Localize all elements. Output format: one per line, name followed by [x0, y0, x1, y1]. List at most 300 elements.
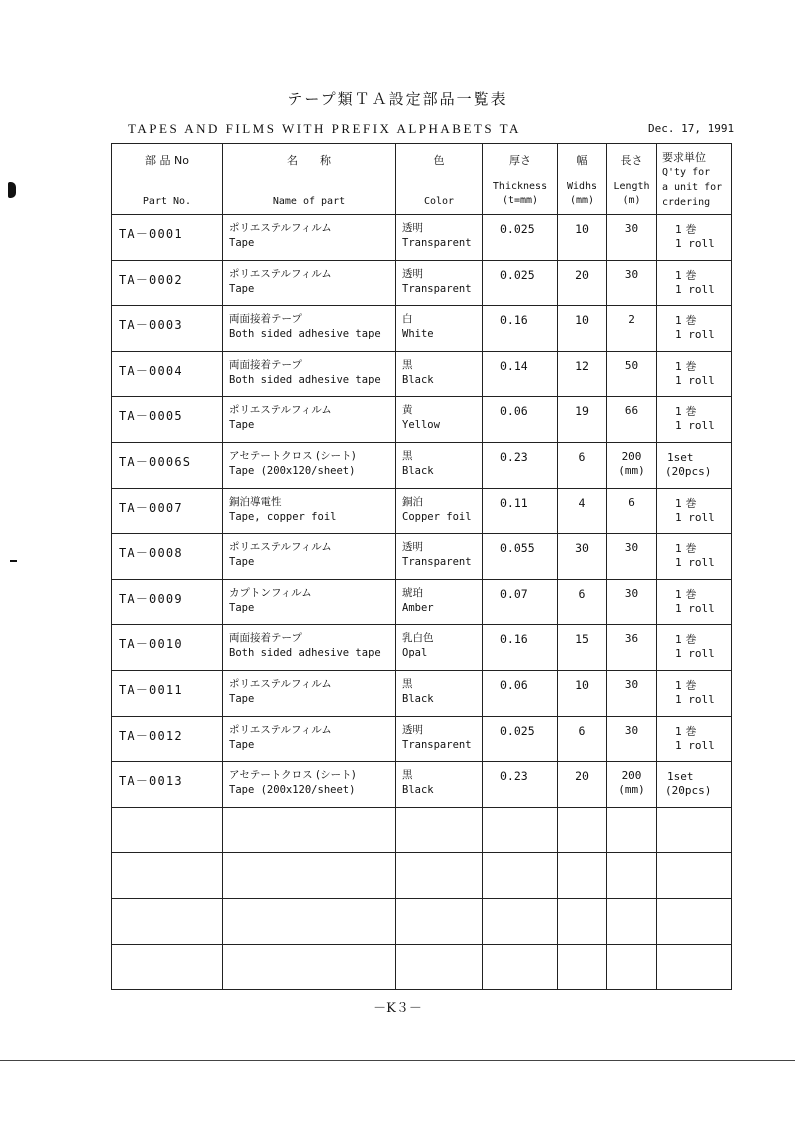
thickness-value: 0.11 [500, 495, 528, 510]
color-jp: 白 [402, 313, 413, 326]
length-value: 50 [624, 358, 639, 372]
part-no: TA－0011 [119, 682, 183, 697]
thickness-cell [483, 260, 558, 306]
qty-cell [657, 625, 732, 671]
name-cell [223, 716, 396, 762]
length-cell [607, 534, 657, 580]
empty-cell [657, 898, 732, 944]
part-no: TA－0007 [119, 500, 183, 515]
length-unit: (mm) [618, 463, 645, 477]
empty-cell [607, 944, 657, 990]
name-en: Tape [229, 556, 255, 569]
qty-cell [657, 260, 732, 306]
width-cell [558, 215, 607, 261]
empty-cell [223, 898, 396, 944]
name-cell [223, 260, 396, 306]
qty-unit: 1set [667, 770, 694, 784]
length-value: 30 [624, 677, 639, 691]
qty-cell [657, 534, 732, 580]
color-jp: 琥珀 [402, 586, 423, 599]
color-cell [396, 716, 483, 762]
name-jp: アセテートクロス (シート) [229, 769, 356, 782]
empty-cell [483, 898, 558, 944]
header-thickness-unit: (t=mm) [501, 195, 539, 206]
table-header-row [112, 144, 732, 215]
qty-unit: 1 巻 [675, 314, 697, 328]
thickness-value: 0.025 [500, 267, 535, 282]
header-qty-en-3: crdering [662, 197, 711, 208]
page-title-en: TAPES AND FILMS WITH PREFIX ALPHABETS TA [128, 121, 521, 136]
width-value: 10 [575, 222, 589, 236]
color-cell [396, 442, 483, 488]
empty-cell [396, 853, 483, 899]
color-jp: 黒 [402, 677, 413, 690]
part-no-cell [112, 442, 223, 488]
length-value: 30 [624, 586, 639, 600]
name-en: Both sided adhesive tape [229, 647, 381, 660]
thickness-value: 0.23 [500, 449, 528, 464]
table-row [112, 670, 732, 716]
empty-cell [112, 807, 223, 853]
name-en: Tape (200x120/sheet) [229, 784, 356, 797]
empty-cell [657, 807, 732, 853]
length-cell [607, 351, 657, 397]
document-date: Dec. 17, 1991 [648, 122, 735, 135]
qty-unit: 1 巻 [675, 587, 697, 601]
color-cell [396, 762, 483, 808]
empty-cell [558, 898, 607, 944]
thickness-cell [483, 351, 558, 397]
length-cell [607, 215, 657, 261]
qty-cell [657, 306, 732, 352]
color-cell [396, 488, 483, 534]
qty-detail: (20pcs) [665, 464, 712, 478]
qty-cell [657, 716, 732, 762]
page-title-jp: テープ類ＴＡ設定部品一覧表 [287, 90, 508, 108]
color-cell [396, 625, 483, 671]
name-en: Tape [229, 237, 255, 249]
name-cell [223, 579, 396, 625]
name-en: Both sided adhesive tape [229, 328, 381, 341]
length-value: 30 [624, 267, 639, 281]
empty-cell [558, 944, 607, 990]
table-row [112, 306, 732, 352]
qty-unit: 1 巻 [675, 496, 697, 510]
header-name-en: Name of part [272, 196, 346, 207]
part-no: TA－0002 [119, 272, 183, 287]
empty-cell [657, 853, 732, 899]
header-length-unit: (m) [622, 195, 641, 206]
empty-cell [396, 944, 483, 990]
part-no-cell [112, 260, 223, 306]
width-cell [558, 716, 607, 762]
part-no-cell [112, 306, 223, 352]
empty-cell [607, 807, 657, 853]
color-jp: 透明 [402, 541, 423, 554]
name-en: Tape [229, 282, 255, 295]
binding-mark [10, 560, 17, 562]
header-part-no [112, 144, 223, 215]
color-cell [396, 306, 483, 352]
length-cell [607, 260, 657, 306]
part-no-cell [112, 215, 223, 261]
color-jp: 黒 [402, 769, 413, 782]
name-jp: 両面接着テープ [229, 358, 302, 371]
length-cell [607, 670, 657, 716]
empty-cell [558, 807, 607, 853]
bottom-rule [0, 1060, 795, 1061]
header-length-jp: 長さ [620, 154, 643, 167]
qty-detail: 1 roll [675, 601, 715, 615]
header-thickness [483, 144, 558, 215]
length-cell [607, 716, 657, 762]
part-no-cell [112, 579, 223, 625]
qty-cell [657, 579, 732, 625]
width-value: 10 [575, 677, 589, 692]
width-value: 6 [578, 449, 586, 464]
name-cell [223, 397, 396, 443]
thickness-value: 0.06 [500, 677, 528, 692]
part-no-cell [112, 762, 223, 808]
header-color-jp: 色 [433, 154, 445, 167]
color-en: Black [402, 373, 434, 386]
width-cell [558, 534, 607, 580]
thickness-cell [483, 716, 558, 762]
width-cell [558, 442, 607, 488]
table-row [112, 762, 732, 808]
color-cell [396, 351, 483, 397]
length-cell [607, 306, 657, 352]
width-cell [558, 670, 607, 716]
part-no-cell [112, 670, 223, 716]
part-no: TA－0008 [119, 546, 183, 561]
name-en: Tape [229, 419, 255, 432]
width-value: 15 [575, 632, 589, 647]
length-cell [607, 488, 657, 534]
part-no: TA－0012 [119, 728, 183, 743]
empty-row [112, 944, 732, 990]
header-length [607, 144, 657, 215]
name-en: Tape, copper foil [229, 510, 337, 523]
length-cell [607, 762, 657, 808]
length-cell [607, 397, 657, 443]
width-value: 12 [575, 358, 589, 373]
table-row [112, 215, 732, 261]
part-no-cell [112, 716, 223, 762]
part-no: TA－0006S [119, 454, 192, 469]
name-jp: 銅泊導電性 [229, 495, 282, 508]
table-row [112, 260, 732, 306]
name-cell [223, 351, 396, 397]
thickness-value: 0.055 [500, 541, 535, 556]
name-cell [223, 670, 396, 716]
color-en: Amber [402, 601, 434, 614]
color-en: Transparent [402, 282, 472, 295]
thickness-cell [483, 625, 558, 671]
length-cell [607, 579, 657, 625]
color-cell [396, 260, 483, 306]
empty-cell [223, 944, 396, 990]
name-cell [223, 442, 396, 488]
table-row [112, 534, 732, 580]
thickness-cell [483, 579, 558, 625]
color-en: Yellow [402, 419, 440, 432]
qty-unit: 1 巻 [675, 268, 697, 282]
thickness-cell [483, 762, 558, 808]
empty-cell [223, 853, 396, 899]
thickness-value: 0.16 [500, 632, 528, 647]
table-row [112, 442, 732, 488]
qty-cell [657, 351, 732, 397]
width-cell [558, 306, 607, 352]
header-name [223, 144, 396, 215]
empty-row [112, 898, 732, 944]
color-cell [396, 397, 483, 443]
name-en: Both sided adhesive tape [229, 373, 381, 386]
empty-cell [657, 944, 732, 990]
header-width [558, 144, 607, 215]
width-value: 20 [575, 267, 589, 282]
color-jp: 透明 [402, 222, 423, 234]
qty-detail: 1 roll [675, 282, 715, 296]
header-thickness-jp: 厚さ [509, 154, 531, 167]
width-value: 19 [575, 404, 589, 419]
width-value: 20 [575, 769, 589, 784]
thickness-cell [483, 488, 558, 534]
header-width-unit: (mm) [569, 195, 595, 206]
name-jp: 両面接着テープ [229, 632, 302, 645]
thickness-cell [483, 670, 558, 716]
empty-cell [396, 898, 483, 944]
color-en: Transparent [402, 237, 472, 249]
qty-detail: 1 roll [675, 738, 715, 752]
qty-cell [657, 762, 732, 808]
color-en: Black [402, 692, 434, 705]
part-no: TA－0004 [119, 363, 183, 378]
table-row [112, 397, 732, 443]
length-value: 36 [624, 632, 639, 646]
qty-detail: 1 roll [675, 237, 715, 250]
name-jp: アセテートクロス (シート) [229, 449, 356, 462]
color-cell [396, 579, 483, 625]
header-qty-en-2: a unit for [662, 182, 723, 193]
empty-cell [483, 853, 558, 899]
page-number: －K３－ [373, 1001, 422, 1016]
color-en: White [402, 328, 434, 341]
name-jp: カプトンフィルム [229, 586, 312, 599]
thickness-cell [483, 534, 558, 580]
length-unit: (mm) [618, 783, 645, 797]
length-value: 66 [624, 404, 639, 418]
color-en: Black [402, 784, 434, 797]
empty-cell [483, 944, 558, 990]
header-thickness-en: Thickness [492, 181, 548, 192]
part-no: TA－0010 [119, 637, 183, 652]
header-color [396, 144, 483, 215]
color-jp: 透明 [402, 267, 423, 280]
thickness-value: 0.07 [500, 586, 528, 601]
name-jp: ポリエステルフィルム [229, 222, 332, 234]
thickness-value: 0.025 [500, 222, 535, 236]
empty-cell [223, 807, 396, 853]
part-no: TA－0009 [119, 591, 183, 606]
length-value: 30 [624, 541, 639, 555]
thickness-value: 0.16 [500, 313, 528, 328]
name-cell [223, 534, 396, 580]
color-en: Transparent [402, 556, 472, 569]
empty-row [112, 853, 732, 899]
qty-detail: 1 roll [675, 510, 715, 524]
empty-cell [607, 898, 657, 944]
header-qty-jp: 要求単位 [662, 151, 706, 164]
qty-detail: 1 roll [675, 419, 715, 433]
empty-cell [112, 944, 223, 990]
empty-cell [112, 898, 223, 944]
qty-detail: 1 roll [675, 647, 715, 661]
name-cell [223, 215, 396, 261]
empty-row [112, 807, 732, 853]
table-row [112, 716, 732, 762]
header-qty-en-1: Q'ty for [662, 167, 711, 178]
width-cell [558, 762, 607, 808]
name-en: Tape [229, 601, 255, 614]
header-width-en: Widhs [566, 181, 598, 192]
parts-table [111, 143, 732, 990]
thickness-cell [483, 397, 558, 443]
width-value: 6 [578, 723, 586, 738]
name-cell [223, 625, 396, 671]
table-row [112, 625, 732, 671]
qty-cell [657, 442, 732, 488]
thickness-value: 0.14 [500, 358, 528, 373]
part-no-cell [112, 351, 223, 397]
color-jp: 乳白色 [402, 632, 434, 645]
header-name-jp: 名 称 [287, 154, 331, 167]
qty-unit: 1 巻 [675, 359, 697, 373]
width-value: 4 [578, 495, 586, 510]
qty-unit: 1set [667, 450, 694, 464]
table-row [112, 351, 732, 397]
length-value: 30 [624, 222, 639, 235]
color-en: Transparent [402, 738, 472, 751]
header-length-en: Length [613, 181, 650, 192]
thickness-cell [483, 306, 558, 352]
qty-detail: 1 roll [675, 692, 715, 706]
name-cell [223, 488, 396, 534]
color-en: Opal [402, 647, 428, 660]
width-cell [558, 625, 607, 671]
length-cell [607, 625, 657, 671]
thickness-value: 0.025 [500, 723, 535, 738]
qty-detail: 1 roll [675, 373, 715, 387]
qty-unit: 1 巻 [675, 678, 697, 692]
part-no-cell [112, 534, 223, 580]
width-value: 10 [575, 313, 589, 328]
qty-cell [657, 215, 732, 261]
table-row [112, 579, 732, 625]
width-cell [558, 488, 607, 534]
empty-cell [396, 807, 483, 853]
name-jp: ポリエステルフィルム [229, 541, 332, 554]
empty-cell [483, 807, 558, 853]
width-cell [558, 351, 607, 397]
part-no: TA－0001 [119, 227, 183, 241]
color-cell [396, 215, 483, 261]
part-no-cell [112, 625, 223, 671]
qty-unit: 1 巻 [675, 405, 697, 419]
part-no-cell [112, 488, 223, 534]
color-jp: 黒 [402, 358, 413, 371]
header-qty [657, 144, 732, 215]
qty-cell [657, 397, 732, 443]
color-jp: 銅泊 [402, 495, 423, 508]
name-jp: ポリエステルフィルム [229, 723, 332, 736]
name-en: Tape [229, 738, 255, 751]
name-jp: 両面接着テープ [229, 313, 302, 326]
width-cell [558, 579, 607, 625]
length-cell [607, 442, 657, 488]
qty-unit: 1 巻 [675, 223, 697, 236]
length-value: 6 [628, 495, 635, 509]
width-value: 30 [575, 541, 589, 556]
color-jp: 透明 [402, 723, 423, 736]
thickness-value: 0.06 [500, 404, 528, 419]
color-jp: 黄 [402, 404, 413, 417]
length-value: 2 [628, 313, 635, 327]
thickness-value: 0.23 [500, 769, 528, 784]
header-width-jp: 幅 [576, 154, 588, 167]
qty-unit: 1 巻 [675, 724, 697, 738]
empty-cell [558, 853, 607, 899]
header-part-no-en: Part No. [142, 196, 192, 207]
table-row [112, 488, 732, 534]
qty-unit: 1 巻 [675, 542, 697, 556]
header-color-en: Color [423, 196, 455, 207]
name-jp: ポリエステルフィルム [229, 267, 332, 280]
qty-cell [657, 488, 732, 534]
thickness-cell [483, 215, 558, 261]
part-no: TA－0013 [119, 774, 183, 789]
color-en: Copper foil [402, 510, 472, 523]
name-en: Tape [229, 692, 255, 705]
part-no: TA－0003 [119, 318, 183, 333]
part-no-cell [112, 397, 223, 443]
length-value: 200 [621, 769, 642, 783]
qty-detail: 1 roll [675, 328, 715, 342]
color-cell [396, 534, 483, 580]
width-cell [558, 397, 607, 443]
qty-detail: (20pcs) [665, 784, 712, 798]
name-cell [223, 762, 396, 808]
table-body [112, 215, 732, 990]
width-value: 6 [578, 586, 586, 601]
name-cell [223, 306, 396, 352]
color-cell [396, 670, 483, 716]
width-cell [558, 260, 607, 306]
name-jp: ポリエステルフィルム [229, 404, 332, 417]
part-no: TA－0005 [119, 409, 183, 424]
color-jp: 黒 [402, 449, 413, 462]
qty-cell [657, 670, 732, 716]
qty-unit: 1 巻 [675, 633, 697, 647]
qty-detail: 1 roll [675, 556, 715, 570]
header-part-no-jp: 部 品 No [145, 154, 189, 167]
thickness-cell [483, 442, 558, 488]
name-jp: ポリエステルフィルム [229, 677, 332, 690]
length-value: 30 [624, 723, 639, 737]
length-value: 200 [621, 449, 642, 463]
empty-cell [112, 853, 223, 899]
